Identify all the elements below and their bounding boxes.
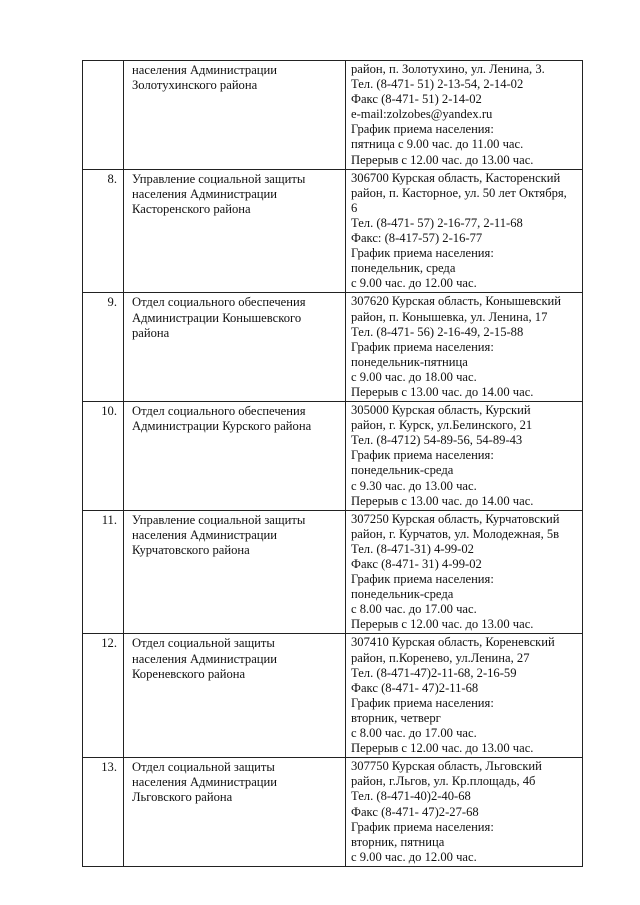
office-contact-line: 306700 Курская область, Касторенский xyxy=(351,170,561,185)
office-contact-line: район, п. Касторное, ул. 50 лет Октября, xyxy=(351,185,567,200)
office-name-line: населения Администрации xyxy=(132,651,278,666)
office-contact-line: График приема населения: xyxy=(351,246,494,261)
office-contact-line: вторник, четверг xyxy=(351,710,441,725)
office-contact-line: с 9.30 час. до 13.00 час. xyxy=(351,478,477,493)
office-contact-line: Тел. (8-471- 56) 2-16-49, 2-15-88 xyxy=(351,324,524,339)
office-contact-cell xyxy=(346,510,583,634)
office-contact-line: район, г. Курск, ул.Белинского, 21 xyxy=(351,418,533,433)
office-contact-line: График приема населения: xyxy=(351,572,494,587)
row-number: 8. xyxy=(83,169,124,293)
office-contact-line: пятница с 9.00 час. до 11.00 час. xyxy=(351,137,524,152)
office-name-line: населения Администрации xyxy=(132,63,278,77)
office-name-line: Курчатовского района xyxy=(132,542,250,557)
office-contact-line: Тел. (8-471-40)2-40-68 xyxy=(351,789,471,804)
office-contact-line: 307620 Курская область, Конышевский xyxy=(351,294,562,309)
office-contact-line: 6 xyxy=(351,200,358,215)
office-contact-cell xyxy=(346,758,583,867)
office-contact-line: Перерыв с 12.00 час. до 13.00 час. xyxy=(351,741,534,756)
office-contact-line: Факс (8-471- 47)2-11-68 xyxy=(351,680,479,695)
office-contact-line: Факс (8-471- 51) 2-14-02 xyxy=(351,92,482,107)
row-number: 13. xyxy=(83,758,124,867)
office-name-line: Кореневского района xyxy=(132,666,246,681)
office-contact-line: район, г.Льгов, ул. Кр.площадь, 4б xyxy=(351,774,536,789)
office-name-cell xyxy=(124,169,346,293)
row-number: 11. xyxy=(83,510,124,634)
office-name-line: населения Администрации xyxy=(132,527,278,542)
office-contact-line: Перерыв с 13.00 час. до 14.00 час. xyxy=(351,493,534,508)
office-contact-line: Тел. (8-471- 57) 2-16-77, 2-11-68 xyxy=(351,215,523,230)
office-contact-line: район, п. Конышевка, ул. Ленина, 17 xyxy=(351,309,548,324)
office-contact-line: Тел. (8-471-47)2-11-68, 2-16-59 xyxy=(351,665,517,680)
office-contact-line: вторник, пятница xyxy=(351,834,445,849)
table-row xyxy=(83,510,583,634)
office-contact-line: Тел. (8-471- 51) 2-13-54, 2-14-02 xyxy=(351,77,524,92)
office-contact-line: График приема населения: xyxy=(351,695,494,710)
office-contact-line: понедельник-среда xyxy=(351,463,454,478)
office-name-line: Отдел социального обеспечения xyxy=(132,295,306,310)
table-row xyxy=(83,634,583,758)
office-contact-line: График приема населения: xyxy=(351,339,494,354)
office-name-cell xyxy=(124,758,346,867)
office-name-cell xyxy=(124,402,346,511)
office-name-line: района xyxy=(132,325,170,340)
office-name-cell xyxy=(124,634,346,758)
office-contact-line: Тел. (8-4712) 54-89-56, 54-89-43 xyxy=(351,433,523,448)
office-contact-line: с 9.00 час. до 12.00 час. xyxy=(351,276,477,291)
table-body xyxy=(83,61,583,867)
office-contact-line: 307250 Курская область, Курчатовский xyxy=(351,511,560,526)
office-contact-line: с 8.00 час. до 17.00 час. xyxy=(351,726,477,741)
office-name-line: населения Администрации xyxy=(132,186,278,201)
office-name-line: Отдел социальной защиты xyxy=(132,760,275,775)
office-contact-cell xyxy=(346,402,583,511)
office-name-line: Управление социальной защиты xyxy=(132,171,306,186)
office-contact-cell xyxy=(346,634,583,758)
office-contact-cell xyxy=(346,169,583,293)
office-contact-line: понедельник-пятница xyxy=(351,354,468,369)
office-contact-cell xyxy=(346,293,583,402)
office-contact-line: e-mail:zolzobes@yandex.ru xyxy=(351,107,493,122)
table-row xyxy=(83,169,583,293)
table-row xyxy=(83,758,583,867)
office-name-line: Касторенского района xyxy=(132,201,251,216)
office-contact-line: Факс: (8-417-57) 2-16-77 xyxy=(351,231,483,246)
office-name-line: Отдел социальной защиты xyxy=(132,636,275,651)
office-contact-line: 307750 Курская область, Льговский xyxy=(351,759,542,774)
table-row xyxy=(83,402,583,511)
office-name-line: Управление социальной защиты xyxy=(132,512,306,527)
office-name-line: населения Администрации xyxy=(132,775,278,790)
office-name-cell xyxy=(124,61,346,170)
office-contact-line: с 9.00 час. до 18.00 час. xyxy=(351,369,477,384)
office-contact-line: Перерыв с 13.00 час. до 14.00 час. xyxy=(351,384,534,399)
office-contact-line: с 9.00 час. до 12.00 час. xyxy=(351,849,477,864)
office-contact-line: График приема населения: xyxy=(351,819,494,834)
office-contact-line: 305000 Курская область, Курский xyxy=(351,403,531,418)
office-name-cell xyxy=(124,510,346,634)
office-name-line: Льговского района xyxy=(132,790,233,805)
office-contact-line: Перерыв с 12.00 час. до 13.00 час. xyxy=(351,617,534,632)
office-name-cell xyxy=(124,293,346,402)
social-offices-table xyxy=(82,60,583,867)
office-contact-line: понедельник, среда xyxy=(351,261,456,276)
office-contact-line: Факс (8-471- 31) 4-99-02 xyxy=(351,557,482,571)
office-contact-line: понедельник-среда xyxy=(351,587,454,602)
row-number: 9. xyxy=(83,293,124,402)
row-number xyxy=(83,61,124,170)
office-contact-line: График приема населения: xyxy=(351,122,494,137)
office-name-line: Золотухинского района xyxy=(132,78,258,93)
office-contact-cell xyxy=(346,61,583,170)
office-contact-line: район, п. Золотухино, ул. Ленина, 3. xyxy=(351,62,545,76)
row-number: 12. xyxy=(83,634,124,758)
office-contact-line: График приема населения: xyxy=(351,448,494,463)
table-row xyxy=(83,61,583,170)
office-name-line: Администрации Курского района xyxy=(132,419,312,434)
office-contact-line: район, п.Коренево, ул.Ленина, 27 xyxy=(351,650,530,665)
office-name-line: Отдел социального обеспечения xyxy=(132,404,306,419)
row-number: 10. xyxy=(83,402,124,511)
office-contact-line: 307410 Курская область, Кореневский xyxy=(351,635,555,650)
office-contact-line: Тел. (8-471-31) 4-99-02 xyxy=(351,541,474,556)
office-contact-line: с 8.00 час. до 17.00 час. xyxy=(351,602,477,617)
office-name-line: Администрации Конышевского xyxy=(132,310,302,325)
office-contact-line: Факс (8-471- 47)2-27-68 xyxy=(351,804,479,819)
table-row xyxy=(83,293,583,402)
office-contact-line: Перерыв с 12.00 час. до 13.00 час. xyxy=(351,152,534,167)
office-contact-line: район, г. Курчатов, ул. Молодежная, 5в xyxy=(351,526,560,541)
